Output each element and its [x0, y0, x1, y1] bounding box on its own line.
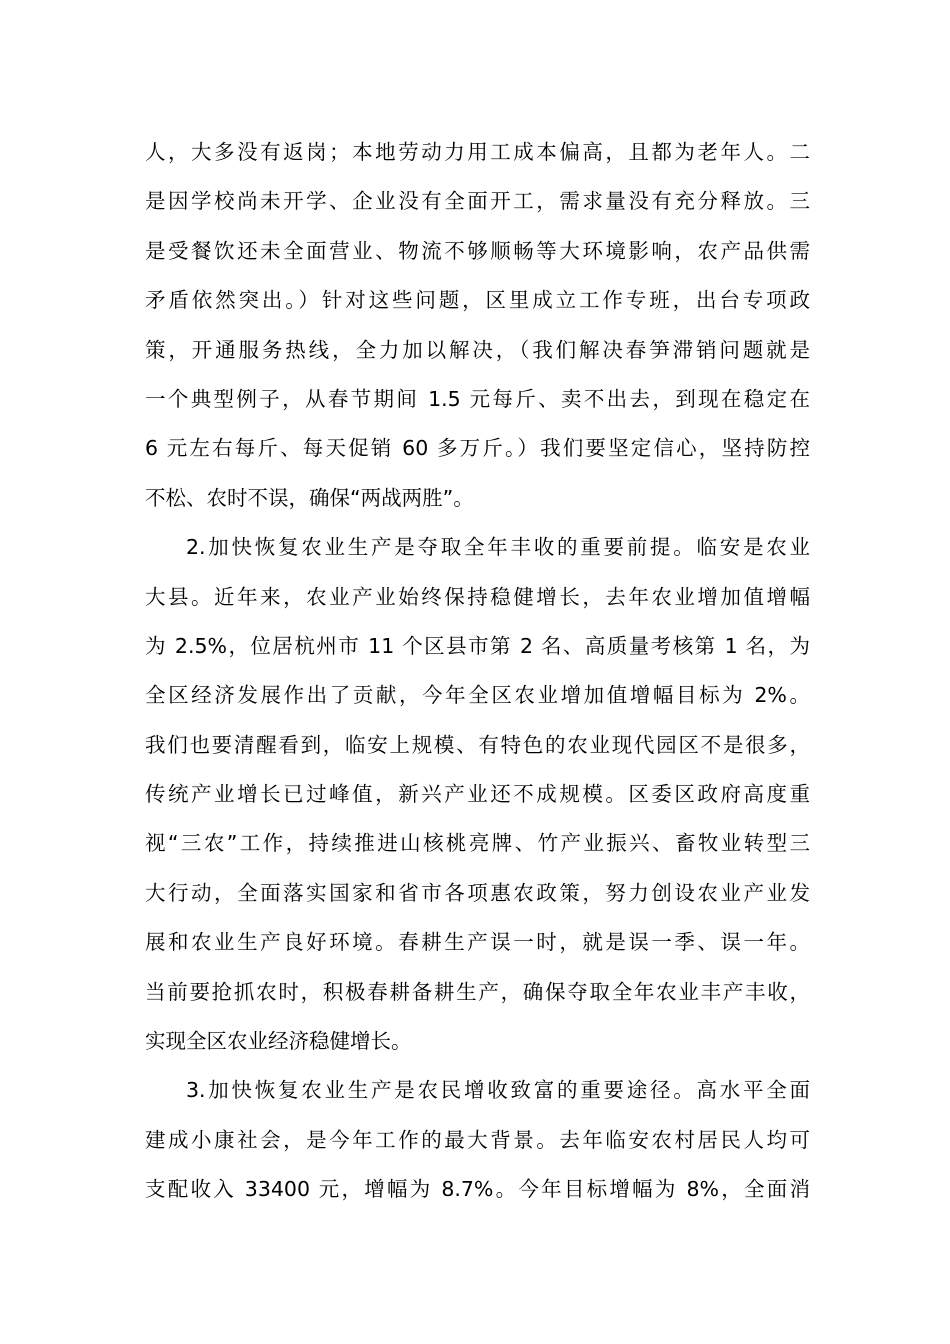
text-line: 不松、农时不误，确保“两战两胜”。: [145, 485, 474, 510]
paragraph-start-line: 3.加快恢复农业生产是农民增收致富的重要途径。高水平全面: [186, 1078, 810, 1103]
text-line: 当前要抢抓农时，积极春耕备耕生产，确保夺取全年农业丰产丰收，: [145, 979, 810, 1004]
text-line: 人，大多没有返岗；本地劳动力用工成本偏高，且都为老年人。二: [145, 140, 810, 164]
text-line: 一个典型例子，从春节期间 1.5 元每斤、卖不出去，到现在稳定在: [145, 386, 810, 411]
text-line: 大行动，全面落实国家和省市各项惠农政策，努力创设农业产业发: [145, 880, 810, 905]
text-line: 实现全区农业经济稳健增长。: [145, 1029, 412, 1054]
document-body: [145, 128, 810, 1215]
text-line: 为 2.5%，位居杭州市 11 个区县市第 2 名、高质量考核第 1 名，为: [145, 633, 810, 658]
text-line: 是受餐饮还未全面营业、物流不够顺畅等大环境影响，农产品供需: [145, 238, 810, 263]
text-line: 矛盾依然突出。）针对这些问题，区里成立工作专班，出台专项政: [145, 288, 810, 313]
text-line: 我们也要清醒看到，临安上规模、有特色的农业现代园区不是很多，: [145, 732, 810, 757]
text-line: 是因学校尚未开学、企业没有全面开工，需求量没有充分释放。三: [145, 189, 810, 214]
text-line: 视“三农”工作，持续推进山核桃亮牌、竹产业振兴、畜牧业转型三: [145, 831, 810, 856]
text-line: 建成小康社会，是今年工作的最大背景。去年临安农村居民人均可: [145, 1127, 810, 1152]
text-line: 展和农业生产良好环境。春耕生产误一时，就是误一季、误一年。: [145, 930, 810, 955]
text-line: 支配收入 33400 元，增幅为 8.7%。今年目标增幅为 8%，全面消: [145, 1177, 810, 1202]
paragraph-start-line: 2.加快恢复农业生产是夺取全年丰收的重要前提。临安是农业: [186, 535, 810, 560]
text-line: 传统产业增长已过峰值，新兴产业还不成规模。区委区政府高度重: [145, 782, 810, 807]
text-line: 策，开通服务热线，全力加以解决，（我们解决春笋滞销问题就是: [145, 337, 810, 362]
text-line: 大县。近年来，农业产业始终保持稳健增长，去年农业增加值增幅: [145, 584, 810, 609]
text-line: 全区经济发展作出了贡献，今年全区农业增加值增幅目标为 2%。: [145, 683, 810, 708]
text-line: 6 元左右每斤、每天促销 60 多万斤。）我们要坚定信心，坚持防控: [145, 436, 810, 461]
